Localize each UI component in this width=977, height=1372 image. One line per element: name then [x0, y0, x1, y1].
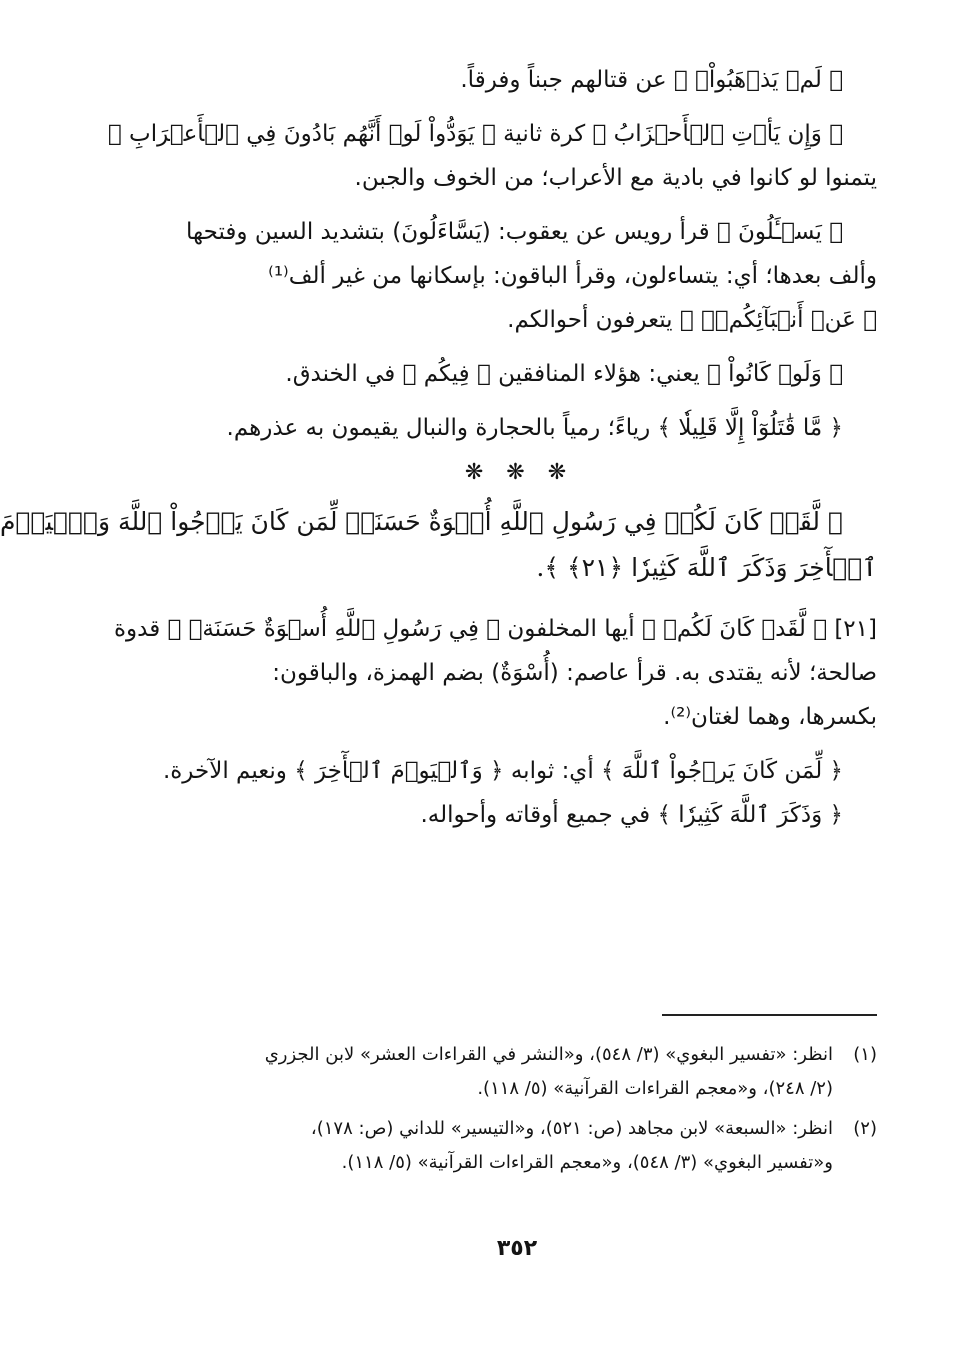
commentary-paragraph — [162, 406, 877, 450]
commentary-paragraph — [162, 210, 877, 342]
quran-verse — [0, 499, 877, 591]
footnote — [162, 1038, 877, 1106]
footnote-line: و«تفسير البغوي» (٣/ ٥٤٨)، و«معجم القراءات القرآنية» (٥/ ١١٨). — [341, 1152, 833, 1173]
footnote-line: انظر: «تفسير البغوي» (٣/ ٥٤٨)، و«النشر في القراءات العشر» لابن الجزري — [264, 1044, 833, 1065]
text-line: يتمنوا لو كانوا في بادية مع الأعراب؛ من الخوف والجبن. — [354, 165, 877, 191]
commentary-paragraph — [162, 352, 877, 396]
footnote-number: (١) — [853, 1044, 877, 1065]
footnote-text — [265, 1038, 833, 1106]
footnotes — [162, 1038, 877, 1186]
text-line: ﴿ وَذَكَرَ ٱللَّهَ كَثِيرٗا ﴾ في جميع أوقاته وأحواله. — [420, 802, 843, 828]
text-line: ﴿ وَلَوۡ كَانُواْ ﴾ يعني: هؤلاء المنافقين ﴿ فِيكُم ﴾ في الخندق. — [285, 361, 843, 387]
text-line: ﴿ وَإِن يَأۡتِ ٱلۡأَحۡزَابُ ﴾ كرة ثانية ﴿ يَوَدُّواْ لَوۡ أَنَّهُم بَادُونَ فِي ٱلۡأَعۡرَابِ ﴾ — [107, 121, 843, 147]
footnote — [162, 1112, 877, 1180]
text-line: ﴿ لَمۡ يَذۡهَبُواْۖ ﴾ عن قتالهم جبناً وفرقاً. — [460, 67, 843, 93]
text-line: بكسرها، وهما لغتان⁽²⁾. — [663, 704, 877, 730]
verse-line: ﴿ لَّقَدۡ كَانَ لَكُمۡ فِي رَسُولِ ٱللَّهِ أُسۡوَةٌ حَسَنَةٞ لِّمَن كَانَ يَرۡجُواْ ٱللَّهَ وَٱلۡيَوۡمَ — [0, 507, 843, 536]
text-line: [٢١] ﴿ لَّقَدۡ كَانَ لَكُمۡ ﴾ أيها المخلفون ﴿ فِي رَسُولِ ٱللَّهِ أُسۡوَةٌ حَسَنَةٞ ﴾ قدوة — [113, 616, 877, 642]
footnote-text — [311, 1112, 833, 1180]
text-line: صالحة؛ لأنه يقتدى به. قرأ عاصم: (أُسْوَةٌ) بضم الهمزة، والباقون: — [272, 660, 877, 686]
footnote-line: (٢/ ٢٤٨)، و«معجم القراءات القرآنية» (٥/ ١١٨). — [477, 1078, 833, 1099]
footnote-line: انظر: «السبعة» لابن مجاهد (ص: ٥٢١)، و«التيسير» للداني (ص: ١٧٨)، — [310, 1118, 833, 1139]
commentary-paragraph — [162, 58, 877, 102]
text-line: ﴿ يَسۡـَٔلُونَ ﴾ قرأ رويس عن يعقوب: (يَسَّاءَلُونَ) بتشديد السين وفتحها — [186, 219, 843, 245]
commentary-paragraph — [113, 607, 877, 739]
text-line: ﴿ مَّا قَٰتَلُوٓاْ إِلَّا قَلِيلٗا ﴾ رياءً؛ رمياً بالحجارة والنبال يقيمون به عذرهم. — [226, 415, 843, 441]
text-line: ﴿ عَنۡ أَنۢبَآئِكُمۡۖ ﴾ يتعرفون أحوالكم. — [507, 307, 877, 333]
footnote-divider — [662, 1014, 877, 1016]
commentary-paragraph — [162, 749, 877, 837]
commentary-paragraph — [107, 112, 877, 200]
page-body — [0, 58, 877, 847]
page-number: ٣٥٢ — [496, 1236, 538, 1261]
footnote-number: (٢) — [853, 1118, 877, 1139]
section-separator: ❋ ❋ ❋ — [464, 460, 575, 485]
text-line: وألف بعدها؛ أي: يتساءلون، وقرأ الباقون: بإسكانها من غير ألف⁽¹⁾ — [268, 263, 877, 289]
verse-line: ٱلۡأٓخِرَ وَذَكَرَ ٱللَّهَ كَثِيرٗا ﴿٢١﴾ ﴾. — [536, 553, 877, 582]
text-line: ﴿ لِّمَن كَانَ يَرۡجُواْ ٱللَّهَ ﴾ أي: ثوابه ﴿ وَٱلۡيَوۡمَ ٱلۡأٓخِرَ ﴾ ونعيم الآخرة. — [162, 758, 843, 784]
